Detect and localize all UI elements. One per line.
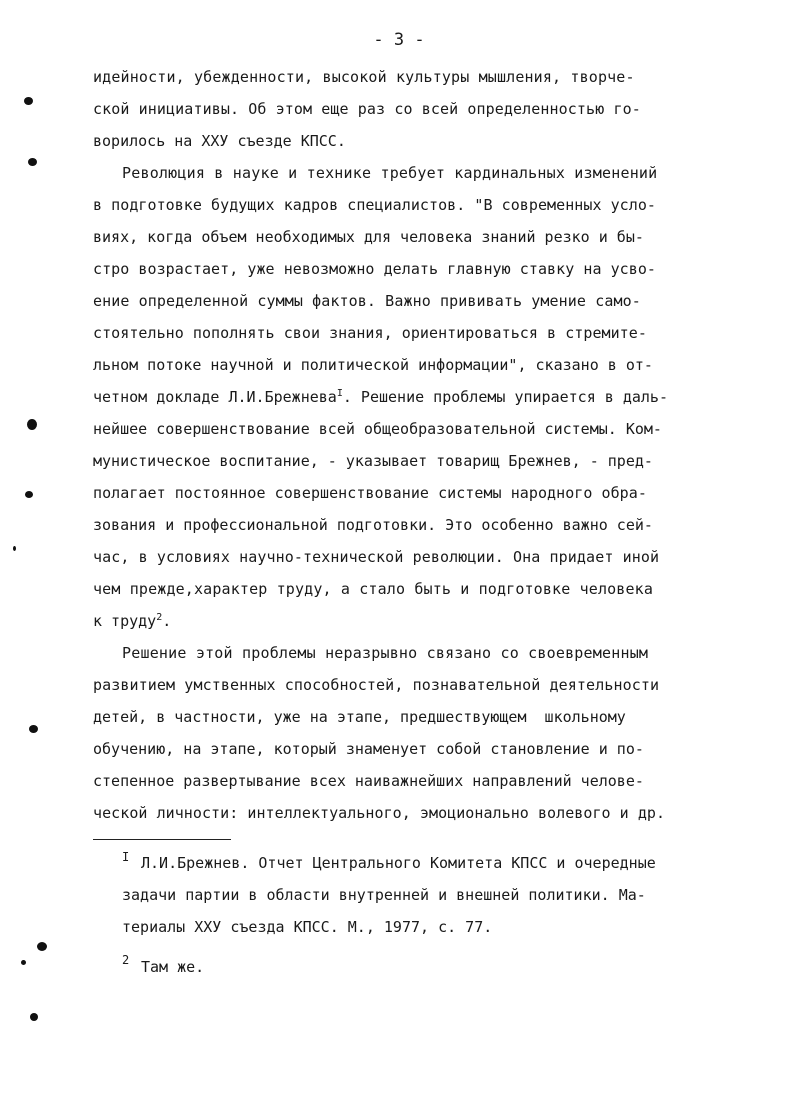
footnote-text-line: Л.И.Брежнев. Отчет Центрального Комитета КПСС и очередные (141, 854, 656, 872)
text-line: час, в условиях научно-технической революции. Она придает иной (93, 548, 660, 566)
text-line: ение определенной суммы фактов. Важно прививать умение само- (93, 292, 641, 310)
text-line: идейности, убежденности, высокой культуры мышления, творче- (93, 68, 635, 86)
footnote-text-line: Там же. (141, 958, 205, 976)
text-line: чем прежде,характер труду, а стало быть и подготовке человека (93, 580, 654, 598)
text-line-with-footnote (93, 387, 668, 407)
text-fragment: к труду (93, 612, 157, 630)
text-line: Решение этой проблемы неразрывно связано со своевременным (122, 644, 649, 662)
footnote-marker: I (122, 850, 130, 864)
text-line: Революция в науке и технике требует кардинальных изменений (122, 164, 658, 182)
text-line: ческой личности: интеллектуального, эмоционально волевого и др. (93, 804, 666, 822)
footnote-reference-2: 2 (156, 612, 163, 623)
footnote-separator (93, 839, 231, 840)
text-line: развитием умственных способностей, познавательной деятельности (93, 676, 660, 694)
footnote-reference-1: I (336, 388, 343, 399)
text-line: степенное развертывание всех наиважнейших направлений челове- (93, 772, 644, 790)
scan-speck (27, 419, 37, 430)
footnote-text-line: териалы ХХУ съезда КПСС. М., 1977, с. 77. (122, 918, 493, 936)
text-fragment: . Решение проблемы упирается в даль- (342, 388, 668, 406)
text-fragment: четном докладе Л.И.Брежнева (93, 388, 337, 406)
scan-speck (37, 942, 47, 951)
text-line: виях, когда объем необходимых для человека знаний резко и бы- (93, 228, 644, 246)
text-line: ской инициативы. Об этом еще раз со всей определенностью го- (93, 100, 641, 118)
scan-speck (24, 97, 33, 105)
text-line: нейшее совершенствование всей общеобразовательной системы. Ком- (93, 420, 662, 438)
text-line: в подготовке будущих кадров специалистов. "В современных усло- (93, 196, 657, 214)
scan-speck (21, 960, 26, 965)
scan-speck (30, 1013, 38, 1021)
text-line: стро возрастает, уже невозможно делать главную ставку на усво- (93, 260, 657, 278)
text-line: зования и профессиональной подготовки. Это особенно важно сей- (93, 516, 653, 534)
text-line: обучению, на этапе, который знаменует собой становление и по- (93, 740, 644, 758)
scan-speck (28, 158, 37, 166)
text-line-with-footnote (93, 611, 171, 631)
page-number: - 3 - (373, 30, 425, 50)
scan-speck (29, 725, 38, 733)
text-line: полагает постоянное совершенствование системы народного обра- (93, 484, 647, 502)
text-line: ворилось на ХХУ съезде КПСС. (93, 132, 346, 150)
text-line: льном потоке научной и политической информации", сказано в от- (93, 356, 653, 374)
scan-speck (13, 546, 16, 551)
footnote-marker: 2 (122, 953, 130, 967)
text-line: стоятельно пополнять свои знания, ориентироваться в стремите- (93, 324, 647, 342)
text-fragment: . (162, 612, 172, 630)
text-line: мунистическое воспитание, - указывает товарищ Брежнев, - пред- (93, 452, 653, 470)
footnote-text-line: задачи партии в области внутренней и внешней политики. Ма- (122, 886, 646, 904)
text-line: детей, в частности, уже на этапе, предшествующем школьному (93, 708, 626, 726)
scan-speck (25, 491, 33, 498)
